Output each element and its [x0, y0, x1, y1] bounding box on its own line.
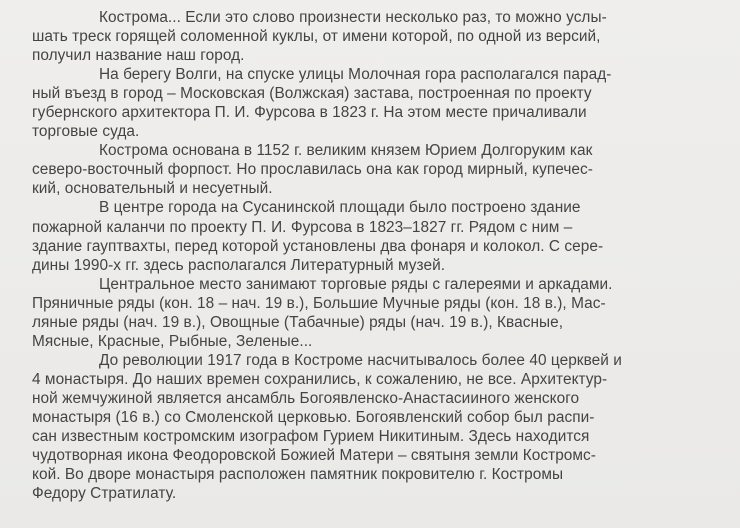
paragraph-trading-rows: [32, 275, 712, 351]
text-line: губернского архитектора П. И. Фурсова в 1823 г. На этом месте причаливали: [32, 104, 587, 122]
text-line: Кострома основана в 1152 г. великим князем Юрием Долгоруким как: [99, 142, 593, 160]
text-line: На берегу Волги, на спуске улицы Молочная гора располагался парад-: [99, 66, 612, 84]
text-line: Кострома... Если это слово произнести несколько раз, то можно услы-: [99, 9, 607, 26]
text-line: монастыря (16 в.) со Смоленской церковью. Богоявленский собор был распи-: [32, 408, 595, 426]
text-line: В центре города на Сусанинской площади было построено здание: [99, 199, 581, 217]
text-line: северо-восточный форпост. Но прославилась она как город мирный, купечес-: [32, 161, 593, 179]
text-line: Мясные, Красные, Рыбные, Зеленые...: [32, 332, 313, 350]
text-line: До революции 1917 года в Костроме насчитывалось более 40 церквей и: [99, 351, 622, 369]
text-line: кий, основательный и несуетный.: [32, 180, 273, 198]
text-line: получил название наш город.: [32, 47, 245, 65]
paragraph-kostroma-name: [32, 8, 712, 65]
paragraph-founding: [32, 141, 712, 198]
text-line: ляные ряды (нач. 19 в.), Овощные (Табачные) ряды (нач. 19 в.), Квасные,: [32, 313, 564, 331]
text-line: дины 1990-х гг. здесь располагался Литературный музей.: [32, 256, 446, 274]
text-line: Федору Стратилату.: [32, 485, 177, 503]
text-line: 4 монастыря. До наших времен сохранились, к сожалению, не все. Архитектур-: [32, 370, 608, 388]
text-line: ный въезд в город – Московская (Волжская) застава, построенная по проекту: [32, 85, 592, 103]
text-line: торговые суда.: [32, 123, 140, 141]
text-line: чудотворная икона Феодоровской Божией Матери – святыня земли Костромс-: [32, 447, 596, 465]
text-line: сан известным костромским изографом Гурием Никитиным. Здесь находится: [32, 428, 590, 446]
paragraph-moscow-gate: [32, 65, 712, 141]
text-line: Пряничные ряды (кон. 18 – нач. 19 в.), Большие Мучные ряды (кон. 18 в.), Мас-: [32, 294, 606, 312]
paragraph-fire-tower: [32, 198, 712, 274]
paragraph-churches: [32, 351, 712, 503]
text-line: ной жемчужиной является ансамбль Богоявленско-Анастасииного женского: [32, 389, 580, 407]
text-line: Центральное место занимают торговые ряды с галереями и аркадами.: [99, 275, 613, 293]
body-text: [32, 8, 712, 503]
text-line: шать треск горящей соломенной куклы, от имени которой, по одной из версий,: [32, 28, 601, 46]
text-line: здание гауптвахты, перед которой установлены два фонаря и колокол. С сере-: [32, 237, 604, 255]
text-line: кой. Во дворе монастыря расположен памятник покровителю г. Костромы: [32, 466, 564, 484]
text-line: пожарной каланчи по проекту П. И. Фурсова в 1823–1827 гг. Рядом с ним –: [32, 218, 573, 236]
